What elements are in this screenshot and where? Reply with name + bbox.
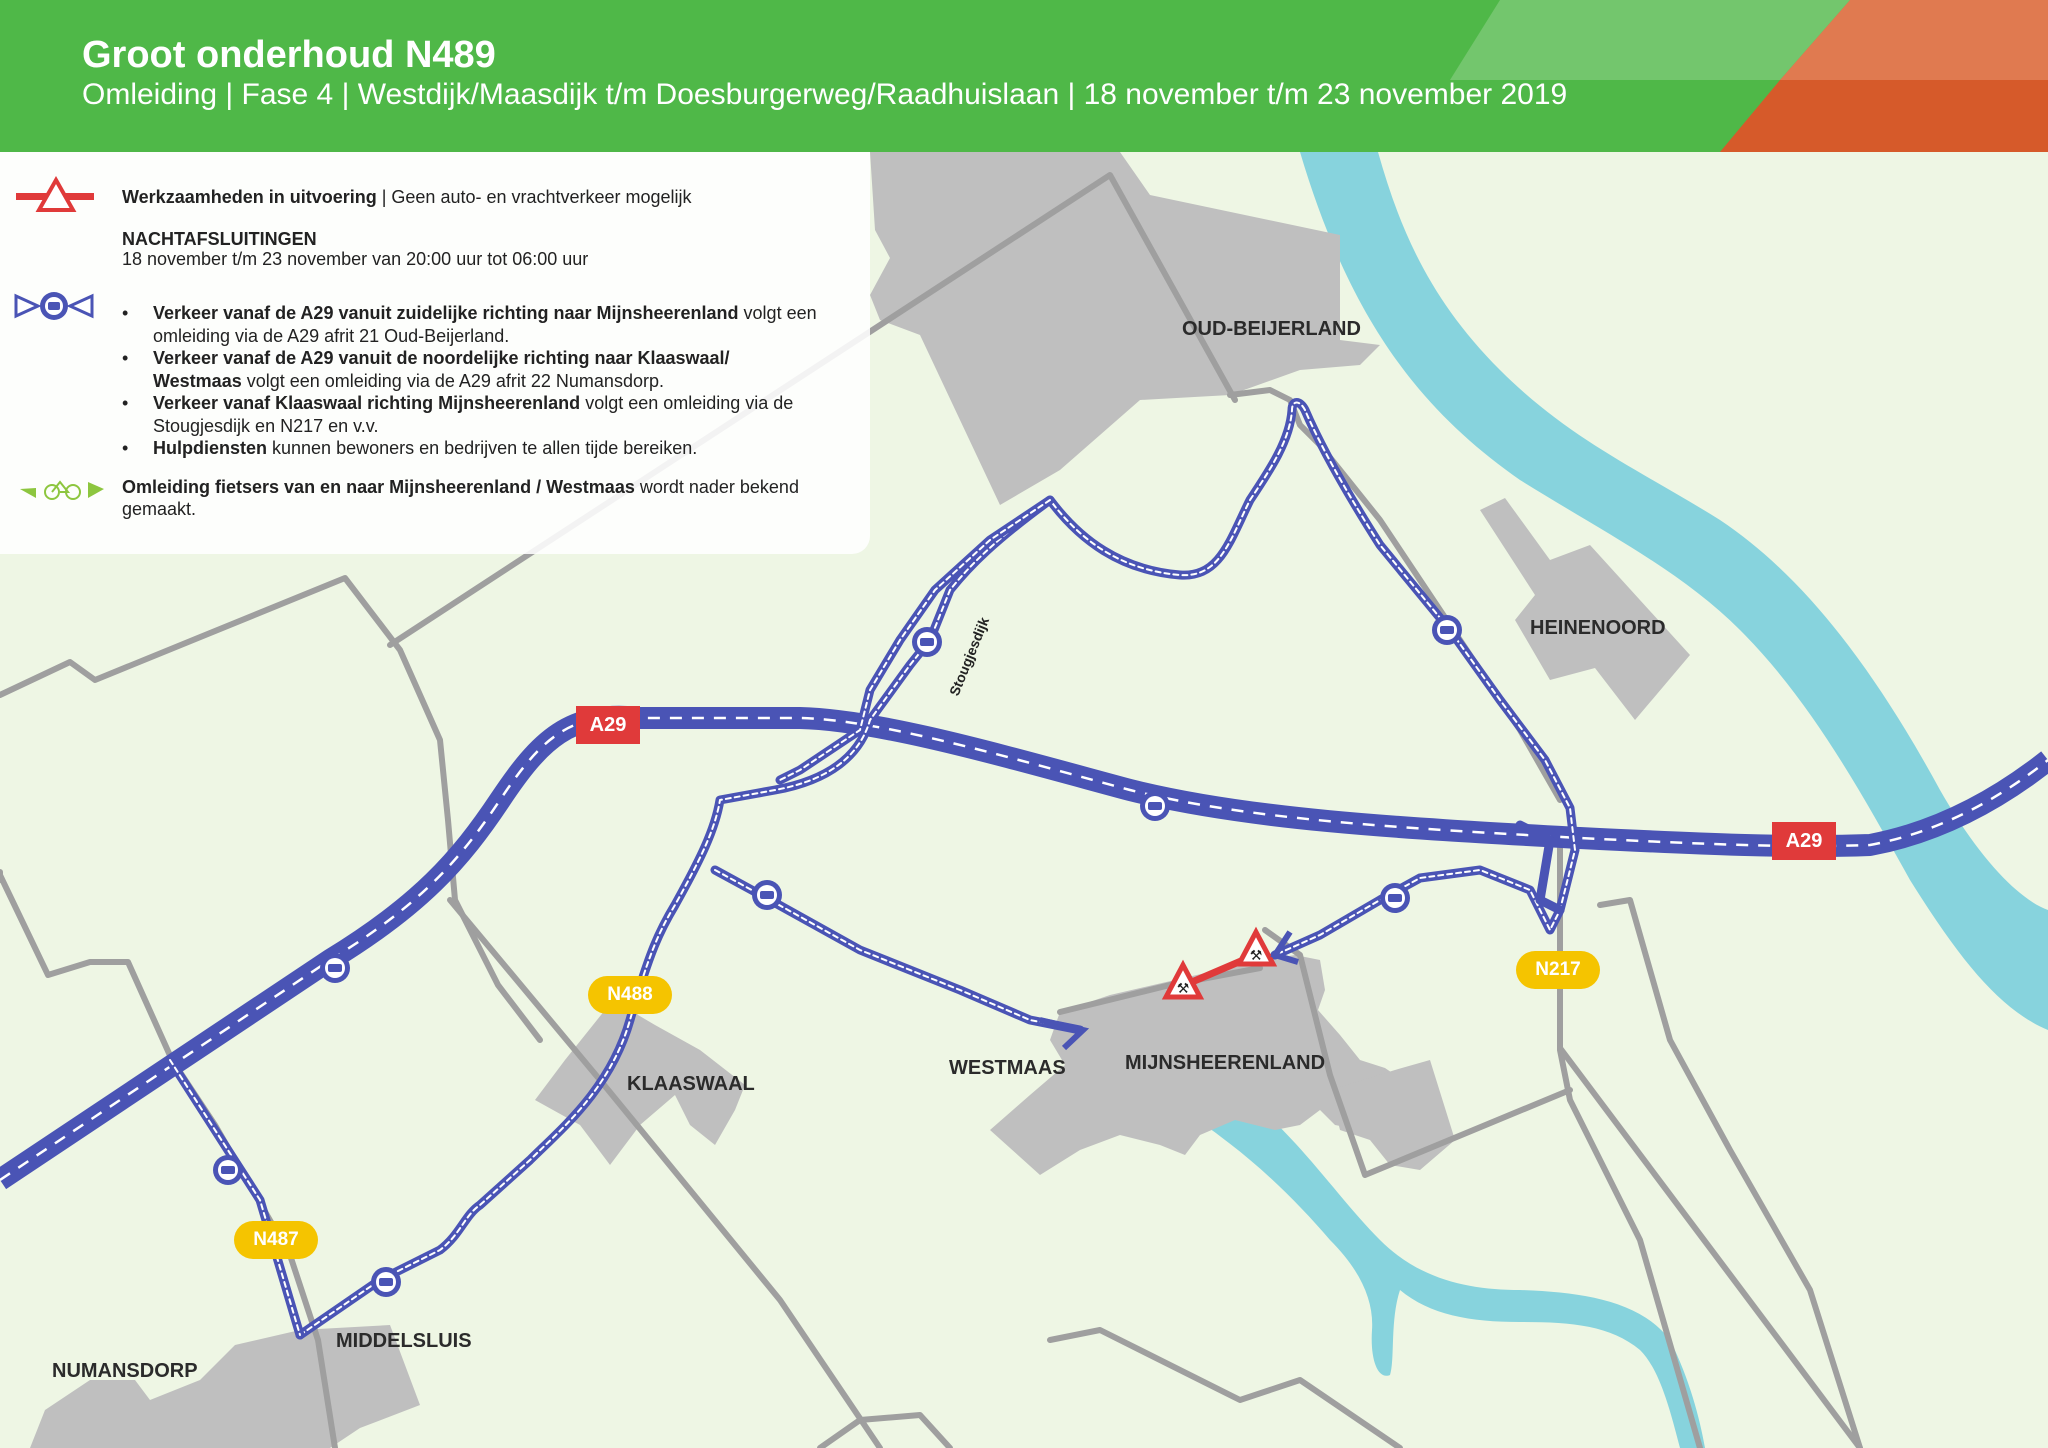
detour-car-icon xyxy=(320,953,350,983)
legend-bike: Omleiding fietsers van en naar Mijnsheerenland / Westmaas wordt nader bekend gemaakt. xyxy=(122,477,799,519)
detour-car-icon xyxy=(752,880,782,910)
legend-icons xyxy=(0,152,120,554)
road-label-stougjesdijk: Stougjesdijk xyxy=(946,614,993,698)
place-numansdorp: NUMANSDORP xyxy=(52,1360,198,1382)
detour-car-icon xyxy=(213,1155,243,1185)
place-oud-beijerland: OUD-BEIJERLAND xyxy=(1182,318,1361,340)
roadwork-warning-icon xyxy=(1239,932,1273,964)
svg-text:⚒: ⚒ xyxy=(1249,948,1263,964)
road-badge-a29-west: A29 xyxy=(576,706,640,744)
road-badge-a29-east: A29 xyxy=(1772,822,1836,860)
legend-night-text: 18 november t/m 23 november van 20:00 uur tot 06:00 uur xyxy=(122,249,589,269)
place-heinenoord: HEINENOORD xyxy=(1530,617,1666,639)
page-title: Groot onderhoud N489 xyxy=(82,34,496,76)
svg-text:⚒: ⚒ xyxy=(1176,981,1190,997)
legend-works: Werkzaamheden in uitvoering | Geen auto- en vrachtverkeer mogelijk xyxy=(122,187,692,207)
legend-night-title: NACHTAFSLUITINGEN xyxy=(122,229,317,249)
detour-car-icon xyxy=(1380,883,1410,913)
road-badge-n217: N217 xyxy=(1516,951,1600,989)
legend-bullet-1: • Verkeer vanaf de A29 vanuit zuidelijke richting naar Mijnsheerenland volgt een omleiding via de A29 afrit 21 Oud-Beijerland. xyxy=(122,302,822,347)
place-klaaswaal: KLAASWAAL xyxy=(627,1073,755,1095)
legend-bullet-3: • Verkeer vanaf Klaaswaal richting Mijnsheerenland volgt een omleiding via de Stougjesdijk en N217 en v.v. xyxy=(122,392,822,437)
place-westmaas: WESTMAAS xyxy=(949,1057,1066,1079)
car-detour-legend-icon xyxy=(16,292,92,320)
place-middelsluis: MIDDELSLUIS xyxy=(336,1330,472,1352)
detour-car-icon xyxy=(912,627,942,657)
detour-car-icon xyxy=(1140,791,1170,821)
bike-detour-legend-icon xyxy=(20,482,104,499)
road-badge-n488: N488 xyxy=(588,976,672,1014)
page-subtitle: Omleiding | Fase 4 | Westdijk/Maasdijk t/m Doesburgerweg/Raadhuislaan | 18 november t/m 23 november 2019 xyxy=(82,78,1568,111)
road-badge-n487: N487 xyxy=(234,1221,318,1259)
legend-bullets xyxy=(122,302,822,460)
place-mijnsheerenland: MIJNSHEERENLAND xyxy=(1125,1052,1326,1074)
header-banner xyxy=(0,0,2048,152)
closure-legend-icon xyxy=(16,180,94,210)
detour-car-icon xyxy=(1432,615,1462,645)
detour-car-icon xyxy=(371,1267,401,1297)
legend-bullet-4: • Hulpdiensten kunnen bewoners en bedrijven te allen tijde bereiken. xyxy=(122,437,822,460)
legend-panel xyxy=(0,152,870,554)
legend-bullet-2: • Verkeer vanaf de A29 vanuit de noordelijke richting naar Klaaswaal/ Westmaas volgt een omleiding via de A29 afrit 22 Numansdorp. xyxy=(122,347,822,392)
